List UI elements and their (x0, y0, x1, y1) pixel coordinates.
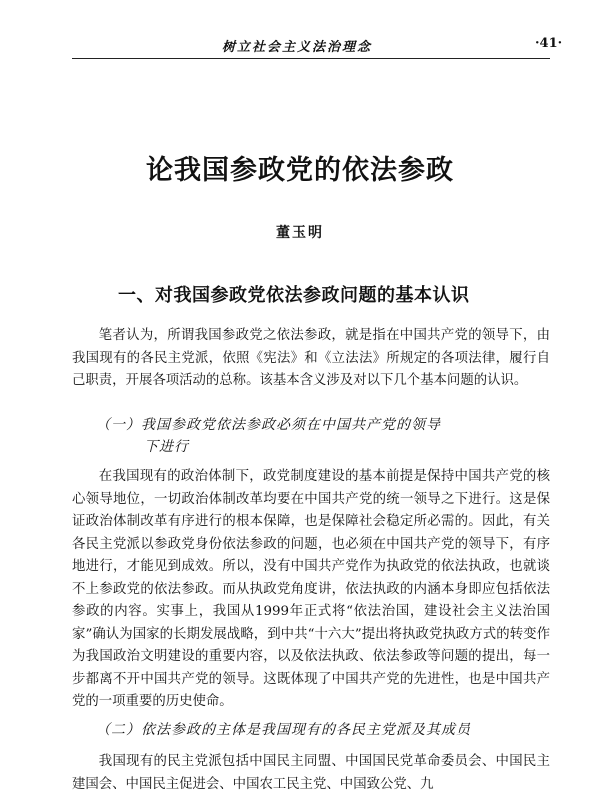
article-title: 论我国参政党的依法参政 (146, 155, 454, 186)
subsection-heading-1 (96, 414, 441, 458)
paragraph-1: 笔者认为，所谓我国参政党之依法参政，就是指在中国共产党的领导下，由我国现有的各民主党派，依照《宪法》和《立法法》所规定的各项法律，履行自己职责，开展各项活动的总称。该基本含义涉及对以下几个基本问题的认识。 (72, 328, 550, 388)
subsection-heading-2: （二）依法参政的主体是我国现有的各民主党派及其成员 (96, 722, 471, 738)
paragraph-3: 我国现有的民主党派包括中国民主同盟、中国国民党革命委员会、中国民主建国会、中国民主促进会、中国农工民主党、中国致公党、九 (72, 754, 550, 792)
subsection-heading-1-line-2: 下进行 (144, 439, 189, 455)
paragraph-2: 在我国现有的政治体制下，政党制度建设的基本前提是保持中国共产党的核心领导地位，一切政治体制改革均要在中国共产党的统一领导之下进行。这是保证政治体制改革有序进行的根本保障，也是保障社会稳定所必需的。因此，有关各民主党派以参政党身份依法参政的问题，也必须在中国共产党的领导下，有序地进行，才能见到成效。所以，没有中国共产党作为执政党的依法执政，也就谈不上参政党的依法参政。而从执政党角度讲，依法执政的内涵本身即应包括依法参政的内容。实事上，我国从1999年正式将“依法治国，建设社会主义法治国家”确认为国家的长期发展战略，到中共“十六大”提出将执政党执政方式的转变作为我国政治文明建设的重要内容，以及依法执政、依法参政等问题的提出，每一步都离不开中国共产党的领导。这既体现了中国共产党的先进性，也是中国共产党的一项重要的历史使命。 (72, 469, 550, 709)
article-author: 董玉明 (276, 225, 324, 241)
page-number: ·41· (535, 36, 563, 51)
header-divider (72, 58, 550, 59)
section-heading-1: 一、对我国参政党依法参政问题的基本认识 (118, 285, 470, 306)
running-title: 树立社会主义法治理念 (222, 40, 373, 55)
subsection-heading-1-line-1: （一）我国参政党依法参政必须在中国共产党的领导 (96, 417, 441, 433)
